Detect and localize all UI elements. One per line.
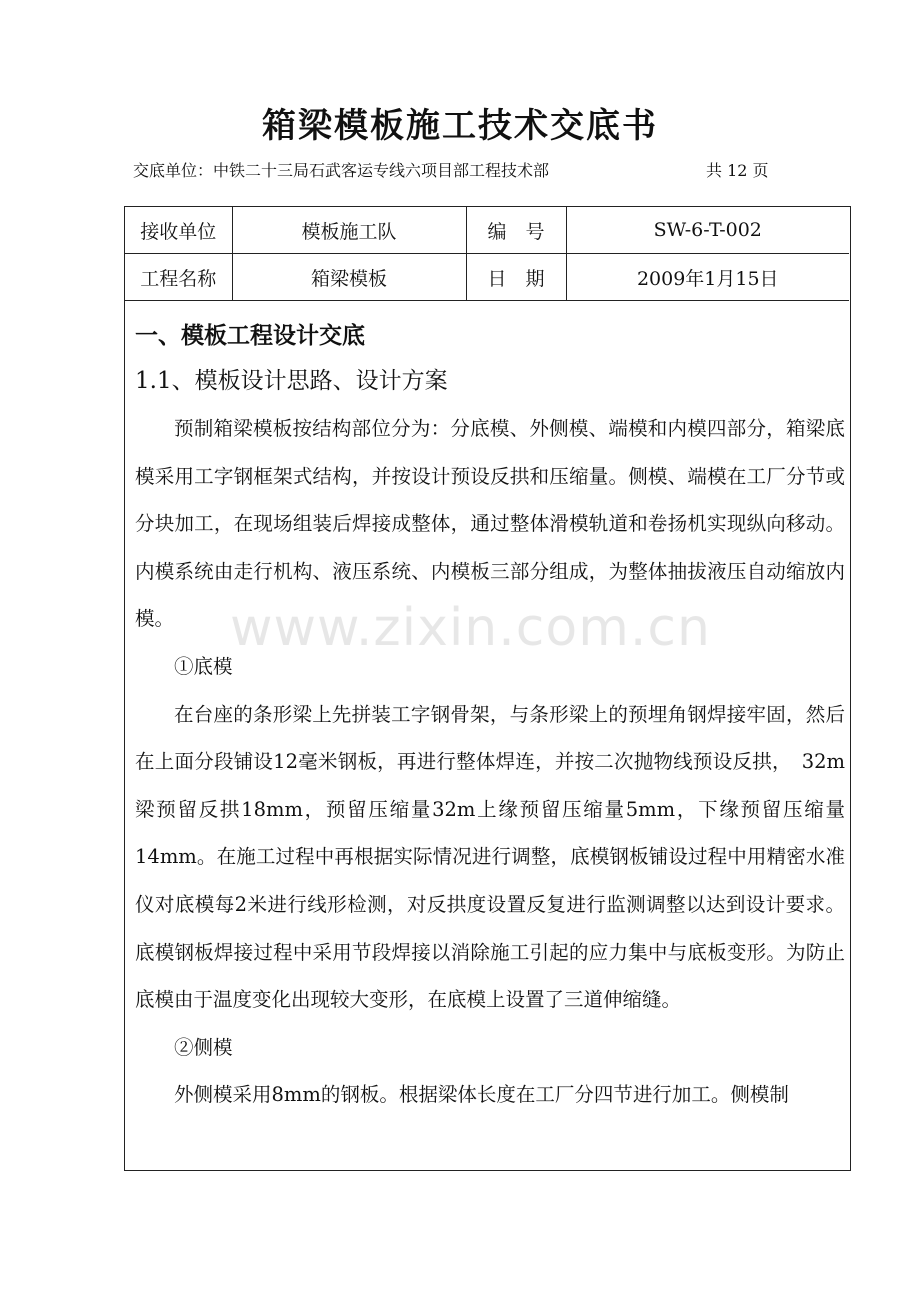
watermark: www.zixin.com.cn — [230, 598, 711, 658]
table-cell-value: 模板施工队 — [232, 207, 466, 254]
document-title: 箱梁模板施工技术交底书 — [262, 106, 658, 146]
page-count: 共 12 页 — [706, 161, 769, 180]
table-cell-value: 箱梁模板 — [232, 254, 466, 301]
header-table — [125, 207, 849, 301]
item-heading-side-form: ②侧模 — [174, 1035, 233, 1059]
table-cell-label: 日 期 — [466, 254, 566, 301]
bottom-form-paragraph: 在台座的条形梁上先拼装工字钢骨架，与条形梁上的预埋角钢焊接牢固，然后在上面分段铺设12毫米钢板，再进行整体焊连，并按二次抛物线预设反拱， 32m梁预留反拱18mm，预留压缩量32m上缘预留压缩量5mm，下缘预留压缩量14mm。在施工过程中再根据实际情况进行调整，底模钢板铺设过程中用精密水准仪对底模每2米进行线形检测，对反拱度设置反复进行监测调整以达到设计要求。底模钢板焊接过程中采用节段焊接以消除施工引起的应力集中与底板变形。为防止底模由于温度变化出现较大变形，在底模上设置了三道伸缩缝。 — [135, 702, 845, 1012]
table-row — [125, 207, 849, 254]
document-body — [135, 315, 845, 1119]
section-heading: 一、模板工程设计交底 — [135, 323, 365, 349]
table-cell-value: SW-6-T-002 — [566, 207, 849, 254]
table-row — [125, 254, 849, 301]
table-cell-label: 工程名称 — [125, 254, 232, 301]
issuing-unit: 交底单位：中铁二十三局石武客运专线六项目部工程技术部 — [133, 161, 550, 180]
document-frame — [124, 206, 851, 1171]
table-cell-label: 编 号 — [466, 207, 566, 254]
subsection-heading: 1.1、模板设计思路、设计方案 — [135, 368, 448, 394]
item-heading-bottom-form: ①底模 — [174, 654, 233, 678]
table-cell-value: 2009年1月15日 — [566, 254, 849, 301]
intro-paragraph: 预制箱梁模板按结构部位分为：分底模、外侧模、端模和内模四部分，箱梁底模采用工字钢框架式结构，并按设计预设反拱和压缩量。侧模、端模在工厂分节或分块加工，在现场组装后焊接成整体，通过整体滑模轨道和卷扬机实现纵向移动。内模系统由走行机构、液压系统、内模板三部分组成，为整体抽拔液压自动缩放内模。 — [135, 417, 845, 631]
side-form-paragraph: 外侧模采用8mm的钢板。根据梁体长度在工厂分四节进行加工。侧模制 — [174, 1083, 789, 1107]
table-cell-label: 接收单位 — [125, 207, 232, 254]
